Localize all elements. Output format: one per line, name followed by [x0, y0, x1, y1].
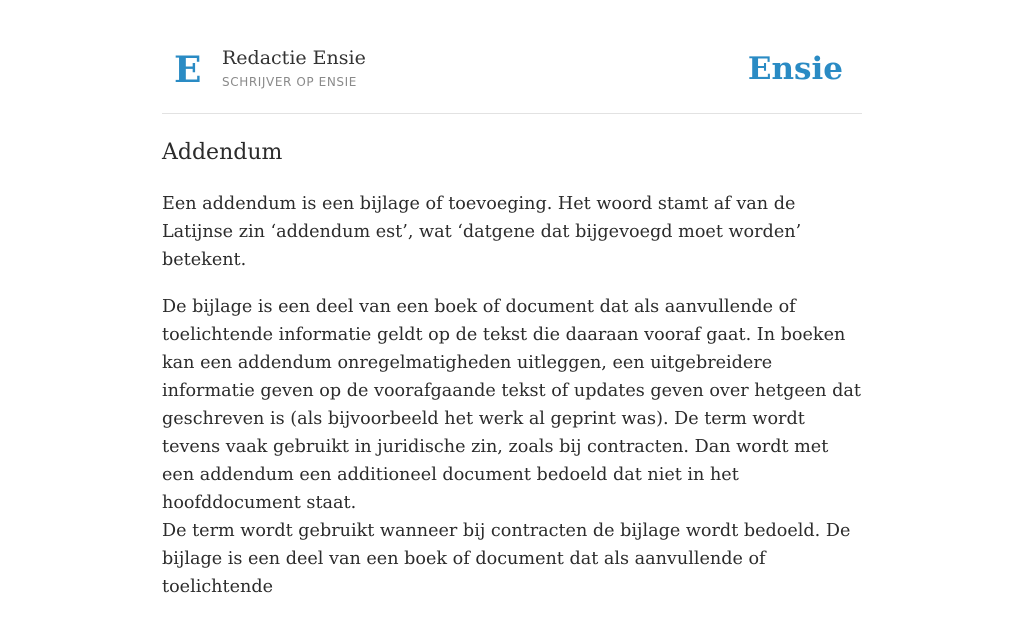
content-column: [162, 0, 862, 597]
author-role-label: SCHRIJVER OP ENSIE: [222, 75, 357, 89]
article-paragraph: Een addendum is een bijlage of toevoeging. Het woord stamt af van de Latijnse zin ‘addendum est’, wat ‘datgene dat bijgevoegd moet worden’ betekent.: [162, 194, 802, 270]
article-body: [162, 190, 862, 620]
article-title: Addendum: [162, 140, 283, 165]
ensie-brand-logo[interactable]: Ensie: [747, 51, 843, 87]
article-paragraph: De bijlage is een deel van een boek of document dat als aanvullende of toelichtende informatie geldt op de tekst die daaraan vooraf gaat. In boeken kan een addendum onregelmatigheden uitleggen, een uitgebreidere informatie geven op de voorafgaande tekst of updates geven over hetgeen dat geschreven is (als bijvoorbeeld het werk al geprint was). De term wordt tevens vaak gebruikt in juridische zin, zoals bij contracten. Dan wordt met een addendum een additioneel document bedoeld dat niet in het hoofddocument staat.: [162, 297, 861, 513]
article-paragraph: De term wordt gebruikt wanneer bij contracten de bijlage wordt bedoeld. De bijlage is een deel van een boek of document dat als aanvullende of toelichtende: [162, 521, 851, 597]
author-header: [162, 0, 862, 114]
author-name-link[interactable]: Redactie Ensie: [222, 47, 366, 69]
author-avatar-logo[interactable]: E: [174, 49, 202, 91]
